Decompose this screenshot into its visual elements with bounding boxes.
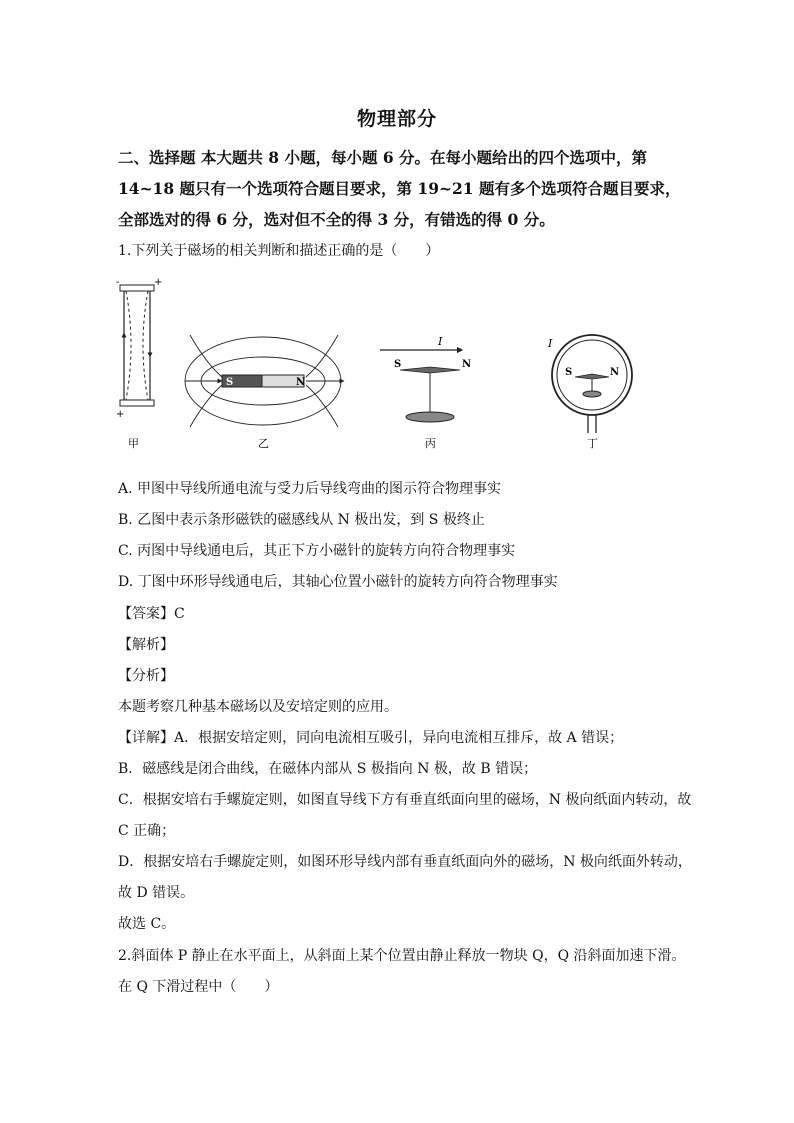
section-heading: 二、选择题 本大题共 8 小题，每小题 6 分。在每小题给出的四个选项中，第 14~18 题只有一个选项符合题目要求，第 19~21 题有多个选项符合题目要求，全部选对的得 6 分，选对但不全的得 3 分，有错选的得 0 分。 (118, 148, 681, 229)
conclusion: 故选 C。 (118, 916, 176, 932)
option-a: A. 甲图中导线所通电流与受力后导线弯曲的图示符合物理事实 (118, 481, 502, 497)
minus-label: - (116, 277, 120, 288)
question-2-stem-cont: 在 Q 下滑过程中（ ） (118, 979, 279, 995)
s-pole-label: S (394, 359, 402, 370)
diagram-jia (116, 277, 162, 450)
n-pole-label: N (610, 367, 620, 378)
diagram-ding (547, 335, 632, 450)
detail-line: D．根据安培右手螺旋定则，如图环形导线内部有垂直纸面向外的磁场，N 极向纸面外转动， (118, 854, 692, 870)
jiexi-heading: 【解析】 (118, 637, 174, 653)
question-1-stem: 1.下列关于磁场的相关判断和描述正确的是（ ） (118, 243, 440, 259)
caption-yi: 乙 (258, 437, 269, 450)
s-pole-label: S (226, 377, 234, 388)
option-d: D. 丁图中环形导线通电后，其轴心位置小磁针的旋转方向符合物理事实 (118, 574, 558, 590)
current-label: I (438, 335, 443, 348)
detail-line: 【详解】A．根据安培定则，同向电流相互吸引，异向电流相互排斥，故 A 错误； (118, 730, 624, 746)
caption-ding: 丁 (587, 437, 598, 450)
diagram-bing (380, 335, 471, 450)
option-b: B. 乙图中表示条形磁铁的磁感线从 N 极出发，到 S 极终止 (118, 512, 485, 528)
answer: 【答案】C (118, 606, 185, 622)
detail-line: C．根据安培右手螺旋定则，如图直导线下方有垂直纸面向里的磁场，N 极向纸面内转动，故 (118, 792, 692, 808)
caption-jia: 甲 (128, 437, 139, 450)
plus-label: + (154, 277, 163, 288)
current-label: I (548, 337, 553, 350)
s-pole-label: S (565, 367, 573, 378)
fenxi-heading: 【分析】 (118, 668, 174, 684)
question-2-stem: 2.斜面体 P 静止在水平面上，从斜面上某个位置由静止释放一物块 Q，Q 沿斜面加速下滑。 (118, 948, 686, 964)
n-pole-label: N (296, 377, 306, 388)
caption-bing: 丙 (425, 437, 436, 450)
page-title: 物理部分 (356, 108, 437, 130)
detail-line: 故 D 错误。 (118, 885, 195, 901)
plus-label: + (116, 409, 125, 420)
option-c: C. 丙图中导线通电后，其正下方小磁针的旋转方向符合物理事实 (118, 543, 516, 559)
n-pole-label: N (462, 359, 472, 370)
fenxi-text: 本题考察几种基本磁场以及安培定则的应用。 (118, 699, 398, 715)
detail-line: C 正确； (118, 823, 176, 839)
detail-line: B．磁感线是闭合曲线，在磁体内部从 S 极指向 N 极，故 B 错误； (118, 761, 538, 777)
diagram-yi (185, 335, 342, 450)
magnetism-figure (110, 275, 670, 460)
